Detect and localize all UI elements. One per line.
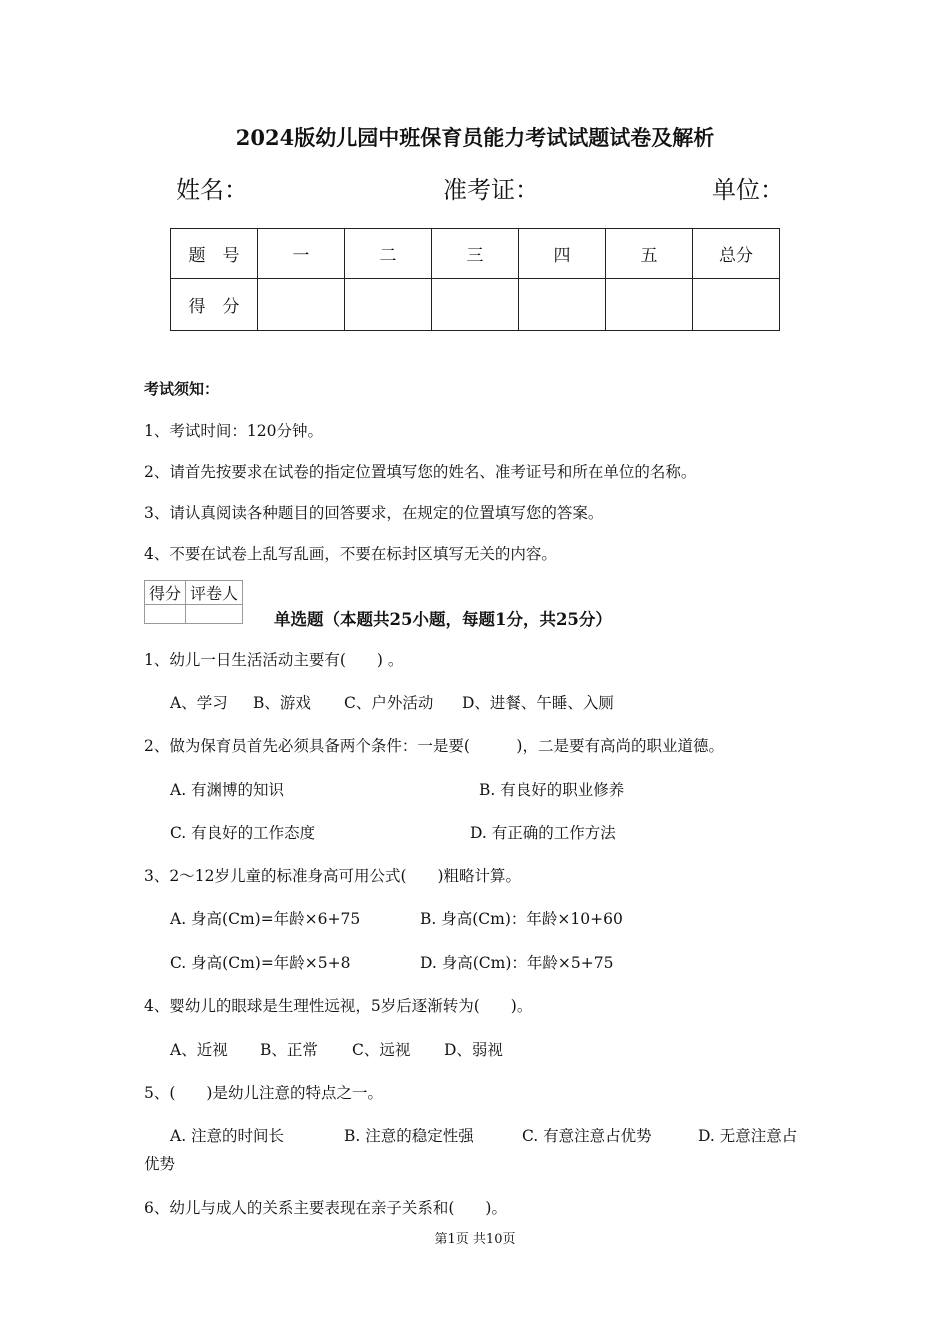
question-stem: 4、婴幼儿的眼球是生理性远视，5岁后逐渐转为( )。	[144, 997, 533, 1015]
score-cell[interactable]	[519, 279, 606, 331]
option-a: A、近视	[170, 1041, 228, 1059]
option-d: D、进餐、午睡、入厕	[462, 694, 614, 712]
option-b: B. 有良好的职业修养	[479, 781, 625, 799]
question-stem: 2、做为保育员首先必须具备两个条件：一是要( )，二是要有高尚的职业道德。	[144, 737, 724, 755]
option-a: A. 注意的时间长	[170, 1127, 285, 1145]
option-d: D. 身高(Cm)：年龄×5+75	[420, 954, 614, 972]
score-table-header-cell: 五	[606, 229, 693, 279]
exam-id-field-label: 准考证：	[443, 176, 539, 204]
score-table-header-cell: 三	[432, 229, 519, 279]
option-b: B. 身高(Cm)：年龄×10+60	[420, 910, 623, 928]
option-a: A. 有渊博的知识	[170, 781, 285, 799]
option-b: B. 注意的稳定性强	[344, 1127, 474, 1145]
score-table	[170, 228, 780, 331]
option-c: C. 身高(Cm)=年龄×5+8	[170, 954, 351, 972]
score-table-header-cell: 四	[519, 229, 606, 279]
question-stem: 5、( )是幼儿注意的特点之一。	[144, 1084, 383, 1102]
score-cell[interactable]	[432, 279, 519, 331]
option-b: B、正常	[260, 1041, 318, 1059]
grader-score-label: 得分	[145, 581, 186, 605]
option-c: C. 有良好的工作态度	[170, 824, 316, 842]
score-cell[interactable]	[693, 279, 780, 331]
option-a: A. 身高(Cm)=年龄×6+75	[170, 910, 361, 928]
score-cell[interactable]	[606, 279, 693, 331]
score-table-header-cell: 总分	[693, 229, 780, 279]
section-title: 单选题（本题共25小题，每题1分，共25分）	[274, 610, 612, 629]
question-stem: 1、幼儿一日生活活动主要有( ) 。	[144, 651, 404, 669]
notice-item: 3、请认真阅读各种题目的回答要求，在规定的位置填写您的答案。	[144, 504, 604, 522]
notice-item: 4、不要在试卷上乱写乱画，不要在标封区填写无关的内容。	[144, 545, 557, 563]
score-cell[interactable]	[258, 279, 345, 331]
option-b: B、游戏	[253, 694, 311, 712]
option-d: D、弱视	[444, 1041, 503, 1059]
notice-title: 考试须知：	[144, 380, 220, 398]
grader-name-cell[interactable]	[186, 605, 243, 624]
score-table-header-row	[171, 229, 780, 279]
score-table-header-cell: 一	[258, 229, 345, 279]
question-stem: 3、2～12岁儿童的标准身高可用公式( )粗略计算。	[144, 867, 522, 885]
grader-box	[144, 580, 243, 624]
score-table-header-cell: 题 号	[171, 229, 258, 279]
score-table-score-row	[171, 279, 780, 331]
option-c: C、远视	[352, 1041, 411, 1059]
option-d-continued: 优势	[144, 1155, 176, 1173]
name-field-label: 姓名：	[176, 176, 248, 204]
option-c: C. 有意注意占优势	[522, 1127, 652, 1145]
unit-field-label: 单位：	[712, 176, 784, 204]
notice-item: 1、考试时间：120分钟。	[144, 422, 323, 440]
notice-item: 2、请首先按要求在试卷的指定位置填写您的姓名、准考证号和所在单位的名称。	[144, 463, 697, 481]
grader-score-cell[interactable]	[145, 605, 186, 624]
option-d: D. 无意注意占	[698, 1127, 798, 1145]
score-row-label: 得 分	[171, 279, 258, 331]
option-a: A、学习	[170, 694, 228, 712]
grader-name-label: 评卷人	[186, 581, 243, 605]
score-cell[interactable]	[345, 279, 432, 331]
page-title: 2024版幼儿园中班保育员能力考试试题试卷及解析	[235, 125, 715, 150]
page-footer: 第1页 共10页	[434, 1232, 516, 1247]
score-table-header-cell: 二	[345, 229, 432, 279]
option-c: C、户外活动	[344, 694, 434, 712]
question-stem: 6、幼儿与成人的关系主要表现在亲子关系和( )。	[144, 1199, 507, 1217]
option-d: D. 有正确的工作方法	[470, 824, 616, 842]
